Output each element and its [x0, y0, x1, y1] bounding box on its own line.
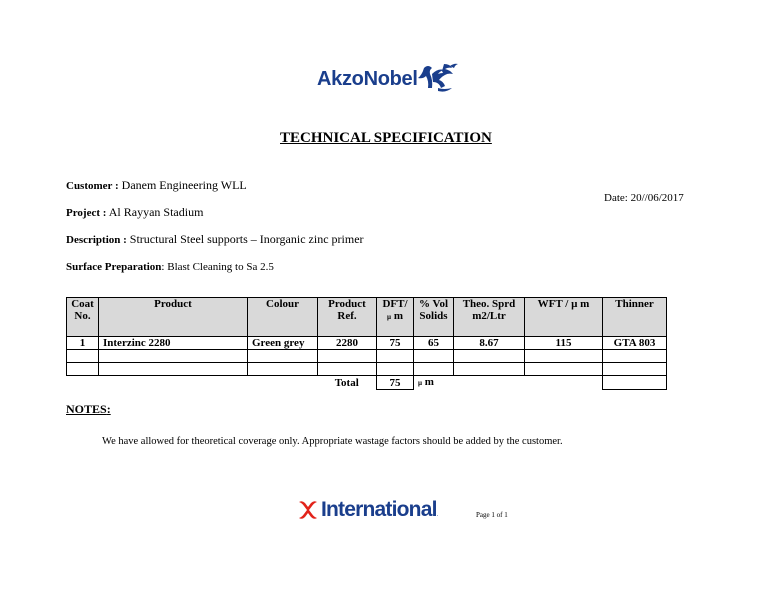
- date-field: [604, 192, 684, 204]
- header-dft: [377, 298, 414, 337]
- notes-heading-label: NOTES: [66, 402, 107, 416]
- header-dft-mu-symbol: µ: [387, 313, 392, 321]
- akzonobel-figure-icon: [414, 62, 464, 96]
- notes-text: We have allowed for theoretical coverage only. Appropriate wastage factors should be added by the customer.: [102, 436, 563, 447]
- header-dft-label: DFT/: [382, 298, 408, 310]
- table-row: [67, 337, 667, 350]
- header-thinner: Thinner: [603, 298, 667, 337]
- cell-vol-solids: 65: [414, 337, 454, 350]
- header-coat-no: Coat No.: [67, 298, 99, 337]
- cell-product: Interzinc 2280: [99, 337, 248, 350]
- total-label: Total: [334, 376, 359, 389]
- cell-coat-no: 1: [67, 337, 99, 350]
- total-mu-symbol: µ: [418, 379, 423, 388]
- header-wft: WFT / µ m: [525, 298, 603, 337]
- description-value: Structural Steel supports – Inorganic zinc primer: [129, 232, 364, 246]
- description-field: [66, 232, 364, 247]
- total-thinner-cell: [603, 376, 667, 390]
- header-product-ref: Product Ref.: [318, 298, 377, 337]
- notes-heading: [66, 402, 111, 417]
- cell-dft: 75: [377, 337, 414, 350]
- cell-wft: 115: [525, 337, 603, 350]
- cell-product-ref: 2280: [318, 337, 377, 350]
- total-unit-label: m: [424, 376, 434, 389]
- table-row-empty: [67, 350, 667, 363]
- international-logo-mark: .: [436, 512, 439, 518]
- customer-value: Danem Engineering WLL: [121, 178, 247, 192]
- akzonobel-logo-text: AkzoNobel: [317, 67, 418, 90]
- date-label: Date:: [604, 192, 628, 204]
- table-total-row: [67, 376, 667, 390]
- cell-thinner: GTA 803: [603, 337, 667, 350]
- project-value: Al Rayyan Stadium: [108, 205, 204, 219]
- total-unit: [414, 376, 454, 390]
- notes-heading-colon: :: [106, 402, 111, 416]
- table-row-empty: [67, 363, 667, 376]
- surface-preparation-field: [66, 259, 274, 274]
- header-dft-unit: m: [393, 310, 403, 322]
- customer-label: Customer :: [66, 180, 119, 192]
- date-value: 20//06/2017: [630, 192, 684, 204]
- surface-preparation-value: : Blast Cleaning to Sa 2.5: [161, 261, 274, 273]
- total-dft-value: 75: [377, 376, 414, 390]
- description-label: Description :: [66, 234, 127, 246]
- international-x-icon: [297, 499, 319, 521]
- international-logo: [297, 498, 438, 522]
- akzonobel-logo: [317, 62, 464, 96]
- header-theo-spread: Theo. Sprd m2/Ltr: [454, 298, 525, 337]
- surface-preparation-label: Surface Preparation: [66, 261, 162, 273]
- project-field: [66, 205, 203, 220]
- cell-theo-spread: 8.67: [454, 337, 525, 350]
- cell-colour: Green grey: [248, 337, 318, 350]
- international-logo-text: International: [321, 498, 437, 521]
- project-label: Project :: [66, 207, 107, 219]
- coating-spec-table: [66, 297, 667, 390]
- page-number: Page 1 of 1: [476, 511, 508, 519]
- header-colour: Colour: [248, 298, 318, 337]
- customer-field: [66, 178, 247, 193]
- table-header-row: [67, 298, 667, 337]
- header-vol-solids: % Vol Solids: [414, 298, 454, 337]
- document-title: TECHNICAL SPECIFICATION: [280, 130, 492, 146]
- header-product: Product: [99, 298, 248, 337]
